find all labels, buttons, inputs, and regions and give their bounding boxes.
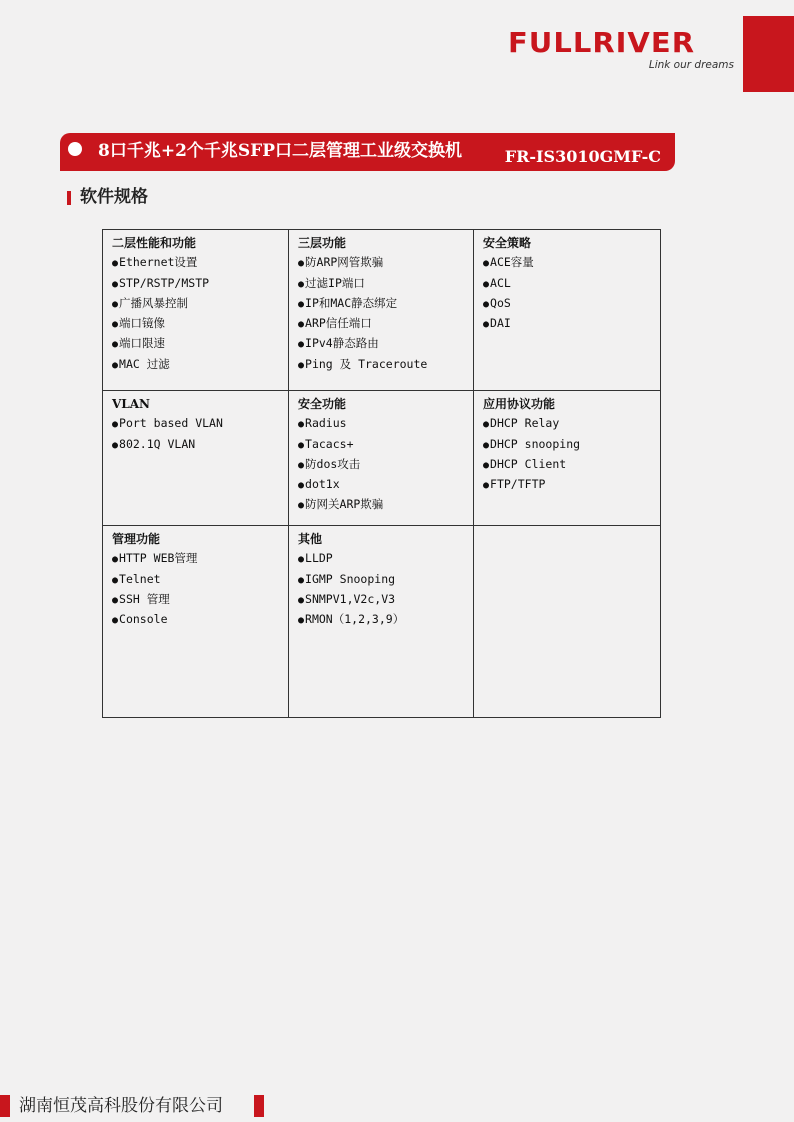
bullet-icon: ● xyxy=(112,615,119,627)
spec-item-label: Console xyxy=(119,612,168,627)
spec-item-label: SSH 管理 xyxy=(119,591,170,606)
bullet-icon: ● xyxy=(298,500,305,512)
bullet-icon: ● xyxy=(112,554,119,566)
bullet-icon: ● xyxy=(483,439,490,451)
spec-item xyxy=(298,355,464,375)
bullet-icon: ● xyxy=(298,439,305,451)
spec-item xyxy=(483,475,651,495)
product-title: 8口千兆+2个千兆SFP口二层管理工业级交换机 xyxy=(98,141,463,161)
spec-item-label: STP/RSTP/MSTP xyxy=(119,275,210,290)
spec-cell xyxy=(103,230,289,391)
spec-category-title: 管理功能 xyxy=(112,532,161,546)
bullet-icon: ● xyxy=(298,359,305,371)
product-model: FR-IS3010GMF-C xyxy=(504,147,661,166)
spec-item-label: IGMP Snooping xyxy=(305,571,396,586)
spec-item xyxy=(112,274,279,294)
spec-category-title: 安全策略 xyxy=(483,236,532,250)
spec-item-label: 防dos攻击 xyxy=(305,456,361,471)
spec-item xyxy=(483,314,651,334)
spec-item-label: ARP信任端口 xyxy=(305,316,372,331)
spec-item-label: Tacacs+ xyxy=(305,436,354,451)
spec-item-label: DHCP Client xyxy=(490,456,567,471)
spec-item xyxy=(298,590,464,610)
bullet-icon: ● xyxy=(298,480,305,492)
spec-category-title: 二层性能和功能 xyxy=(112,236,197,250)
spec-item xyxy=(112,435,279,455)
bullet-icon: ● xyxy=(483,298,490,310)
spec-item-label: SNMPV1,V2c,V3 xyxy=(305,591,396,606)
product-title-bar xyxy=(60,133,675,171)
spec-category-title: 安全功能 xyxy=(298,397,347,411)
corner-accent xyxy=(743,16,794,92)
bullet-icon: ● xyxy=(298,258,305,270)
spec-item xyxy=(112,314,279,334)
brand-name: FULLRIVER xyxy=(508,26,696,59)
spec-item-label: LLDP xyxy=(305,551,333,566)
bullet-icon: ● xyxy=(298,574,305,586)
spec-cell xyxy=(474,230,661,391)
bullet-icon: ● xyxy=(112,258,119,270)
bullet-icon: ● xyxy=(483,419,490,431)
spec-item-label: RMON（1,2,3,9） xyxy=(305,612,405,627)
spec-item-label: 防ARP网管欺骗 xyxy=(305,255,384,270)
company-name: 湖南恒茂高科股份有限公司 xyxy=(19,1096,223,1116)
bullet-icon: ● xyxy=(298,278,305,290)
spec-item-label: Ethernet设置 xyxy=(119,255,198,270)
bullet-icon: ● xyxy=(298,459,305,471)
spec-item xyxy=(112,414,279,434)
bullet-icon: ● xyxy=(483,258,490,270)
spec-cell xyxy=(103,526,289,718)
spec-item xyxy=(483,414,651,434)
brand-logo xyxy=(508,28,736,71)
spec-item-label: Radius xyxy=(305,416,347,431)
spec-item xyxy=(298,570,464,590)
bullet-icon: ● xyxy=(112,359,119,371)
bullet-icon: ● xyxy=(112,439,119,451)
spec-category-title: VLAN xyxy=(112,397,151,411)
spec-item xyxy=(112,355,279,375)
footer xyxy=(0,1095,794,1117)
bullet-icon: ● xyxy=(483,319,490,331)
spec-item-label: ACE容量 xyxy=(490,255,534,270)
spec-item xyxy=(483,253,651,273)
spec-item-label: 端口镜像 xyxy=(119,316,166,331)
spec-cell xyxy=(474,391,661,526)
spec-item xyxy=(483,455,651,475)
spec-item xyxy=(112,253,279,273)
bullet-icon: ● xyxy=(483,459,490,471)
bullet-icon: ● xyxy=(298,554,305,566)
spec-item xyxy=(298,495,464,515)
spec-item-label: MAC 过滤 xyxy=(119,356,170,371)
spec-item xyxy=(112,570,279,590)
spec-cell xyxy=(289,526,474,718)
spec-item-label: 防网关ARP欺骗 xyxy=(305,497,384,512)
bullet-icon: ● xyxy=(483,480,490,492)
footer-marker-left xyxy=(0,1095,10,1117)
spec-item-label: IP和MAC静态绑定 xyxy=(305,295,398,310)
spec-item xyxy=(112,549,279,569)
spec-item xyxy=(112,610,279,630)
spec-item-label: Port based VLAN xyxy=(119,416,223,431)
spec-item xyxy=(298,414,464,434)
bullet-icon: ● xyxy=(298,594,305,606)
spec-item-label: FTP/TFTP xyxy=(490,477,546,492)
bullet-icon: ● xyxy=(298,615,305,627)
spec-item-label: HTTP WEB管理 xyxy=(119,551,198,566)
section-marker xyxy=(67,191,71,205)
spec-item xyxy=(483,294,651,314)
spec-item-label: DHCP snooping xyxy=(490,436,581,451)
spec-item xyxy=(112,590,279,610)
spec-category-title: 其他 xyxy=(298,532,323,546)
bullet-icon: ● xyxy=(298,419,305,431)
spec-row xyxy=(103,526,661,718)
spec-item-label: DAI xyxy=(490,316,511,331)
bullet-icon: ● xyxy=(298,339,305,351)
spec-item xyxy=(112,294,279,314)
spec-row xyxy=(103,230,661,391)
bullet-icon: ● xyxy=(112,278,119,290)
spec-item xyxy=(298,334,464,354)
spec-cell xyxy=(289,230,474,391)
bullet-icon: ● xyxy=(112,574,119,586)
spec-cell xyxy=(289,391,474,526)
spec-item xyxy=(112,334,279,354)
spec-item-label: 过滤IP端口 xyxy=(305,275,365,290)
spec-cell xyxy=(474,526,661,718)
spec-item xyxy=(483,435,651,455)
footer-marker-right xyxy=(254,1095,264,1117)
spec-item-label: 802.1Q VLAN xyxy=(119,436,196,451)
bullet-icon: ● xyxy=(112,339,119,351)
brand-tagline: Link our dreams xyxy=(648,59,734,71)
spec-item-label: DHCP Relay xyxy=(490,416,560,431)
spec-item-label: ACL xyxy=(490,275,511,290)
spec-item xyxy=(298,455,464,475)
bullet-icon: ● xyxy=(112,419,119,431)
bullet-icon: ● xyxy=(112,298,119,310)
spec-item-label: IPv4静态路由 xyxy=(305,336,379,351)
bullet-icon: ● xyxy=(298,298,305,310)
spec-category-title: 应用协议功能 xyxy=(483,397,556,411)
section-title: 软件规格 xyxy=(80,187,148,207)
bullet-icon: ● xyxy=(112,594,119,606)
spec-item xyxy=(298,475,464,495)
spec-item xyxy=(298,610,464,630)
spec-item-label: Telnet xyxy=(119,571,161,586)
spec-item xyxy=(298,274,464,294)
bullet-icon: ● xyxy=(298,319,305,331)
bullet-icon: ● xyxy=(112,319,119,331)
spec-row xyxy=(103,391,661,526)
spec-item xyxy=(298,314,464,334)
spec-item xyxy=(298,549,464,569)
spec-item-label: dot1x xyxy=(305,477,340,492)
spec-item xyxy=(483,274,651,294)
spec-item xyxy=(298,435,464,455)
spec-category-title: 三层功能 xyxy=(298,236,347,250)
bullet-dot-icon xyxy=(68,142,82,156)
spec-item-label: QoS xyxy=(490,295,511,310)
spec-cell xyxy=(103,391,289,526)
spec-item-label: 广播风暴控制 xyxy=(119,295,189,310)
spec-item xyxy=(298,253,464,273)
spec-item xyxy=(298,294,464,314)
spec-table xyxy=(102,229,661,718)
spec-item-label: Ping 及 Traceroute xyxy=(305,356,428,371)
spec-item-label: 端口限速 xyxy=(119,336,166,351)
bullet-icon: ● xyxy=(483,278,490,290)
